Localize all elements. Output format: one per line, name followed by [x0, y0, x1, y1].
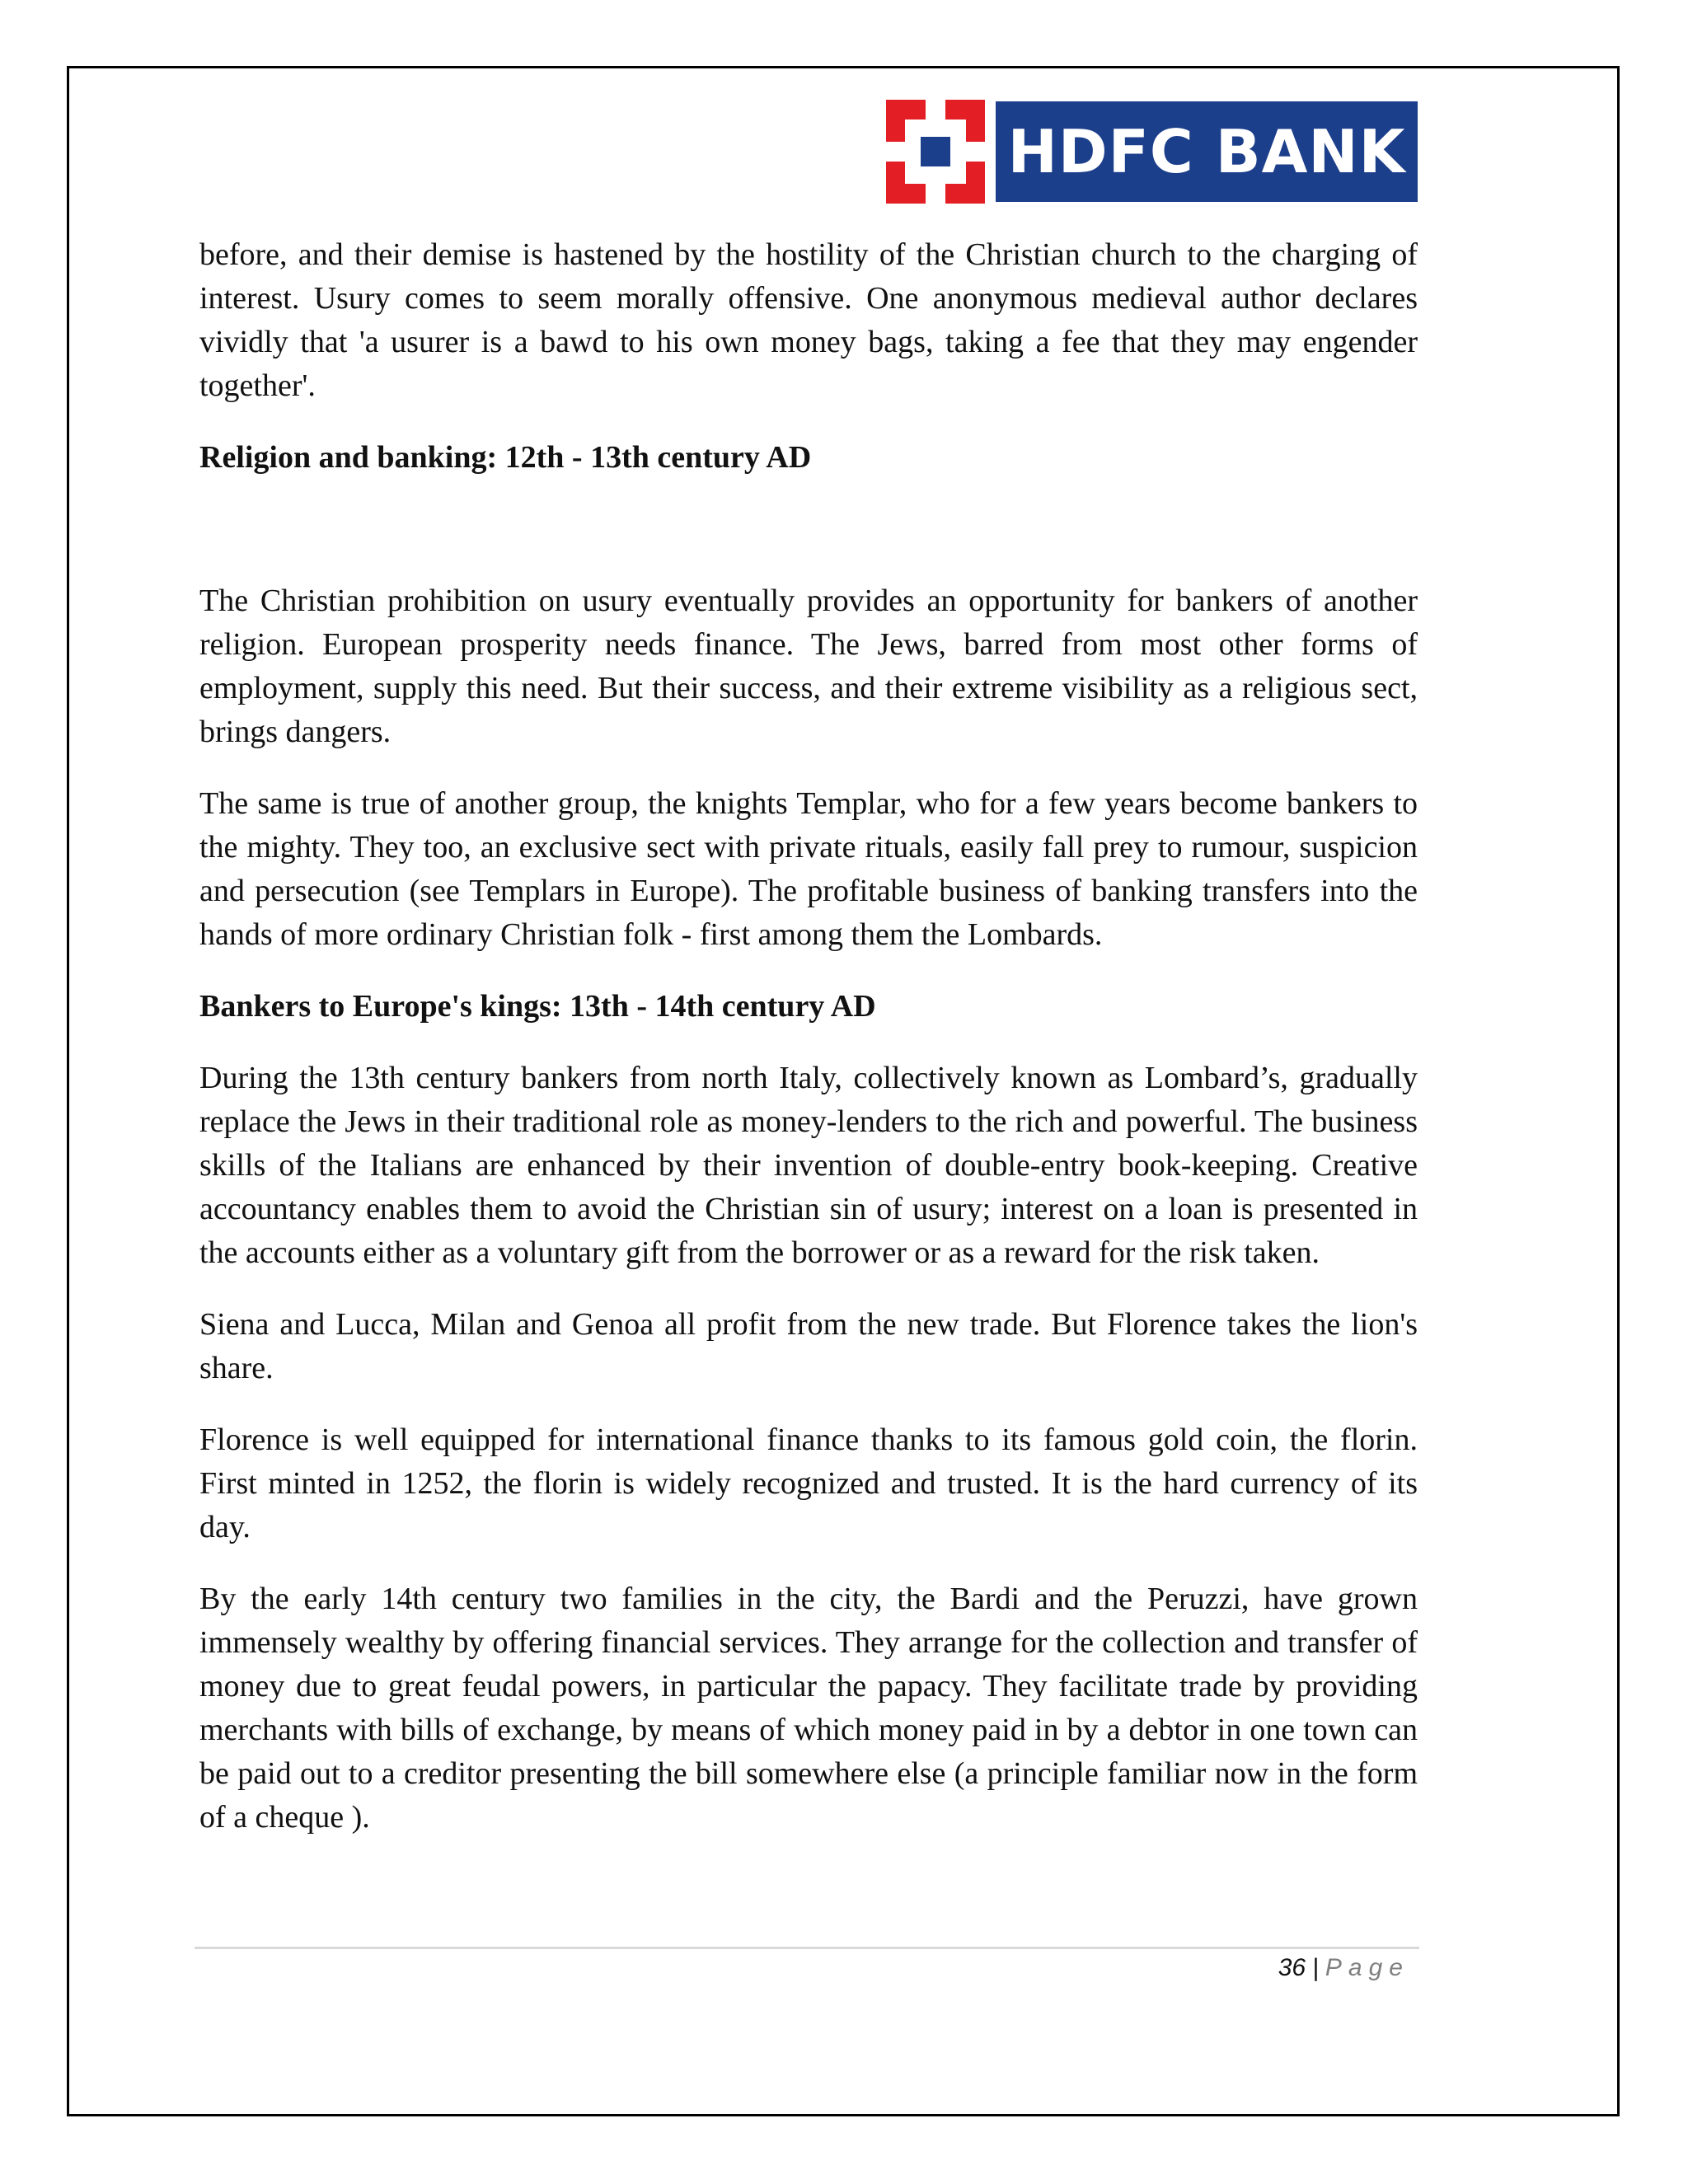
page-footer	[1278, 1952, 1409, 1985]
logo-text: HDFC BANK	[1007, 117, 1406, 186]
section-heading-religion-banking: Religion and banking: 12th - 13th century AD	[199, 440, 812, 475]
footer-divider	[195, 1947, 1419, 1949]
hdfc-bank-logo	[886, 100, 1418, 204]
page-label: Page	[1325, 1954, 1409, 1981]
page-separator: |	[1312, 1954, 1319, 1981]
logo-text-box	[996, 101, 1418, 202]
paragraph-5: Siena and Lucca, Milan and Genoa all profit from the new trade. But Florence takes the lion's share.	[199, 1307, 1418, 1385]
paragraph-2: The Christian prohibition on usury eventually provides an opportunity for bankers of another religion. European prosperity needs finance. The Jews, barred from most other forms of employment, supply this need. But their success, and their extreme visibility as a religious sect, brings dangers.	[199, 583, 1418, 749]
section-heading-bankers-kings: Bankers to Europe's kings: 13th - 14th century AD	[199, 989, 876, 1024]
paragraph-3: The same is true of another group, the knights Templar, who for a few years become bankers to the mighty. They too, an exclusive sect with private rituals, easily fall prey to rumour, suspicion and persecution (see Templars in Europe). The profitable business of banking transfers into the hands of more ordinary Christian folk - first among them the Lombards.	[199, 786, 1418, 952]
hdfc-logo-mark-icon	[886, 100, 985, 204]
paragraph-6: Florence is well equipped for international finance thanks to its famous gold coin, the florin. First minted in 1252, the florin is widely recognized and trusted. It is the hard currency of its day.	[199, 1422, 1418, 1544]
page-number: 36	[1278, 1954, 1306, 1981]
paragraph-4: During the 13th century bankers from north Italy, collectively known as Lombard’s, gradually replace the Jews in their traditional role as money-lenders to the rich and powerful. The business skills of the Italians are enhanced by their invention of double-entry book-keeping. Creative accountancy enables them to avoid the Christian sin of usury; interest on a loan is presented in the accounts either as a voluntary gift from the borrower or as a reward for the risk taken.	[199, 1061, 1418, 1270]
paragraph-1: before, and their demise is hastened by the hostility of the Christian church to the charging of interest. Usury comes to seem morally offensive. One anonymous medieval author declares vividly that 'a usurer is a bawd to his own money bags, taking a fee that they may engender together'.	[199, 237, 1418, 403]
document-body	[199, 233, 1418, 1868]
paragraph-7: By the early 14th century two families in the city, the Bardi and the Peruzzi, have grown immensely wealthy by offering financial services. They arrange for the collection and transfer of money due to great feudal powers, in particular the papacy. They facilitate trade by providing merchants with bills of exchange, by means of which money paid in by a debtor in one town can be paid out to a creditor presenting the bill somewhere else (a principle familiar now in the form of a cheque ).	[199, 1582, 1418, 1835]
